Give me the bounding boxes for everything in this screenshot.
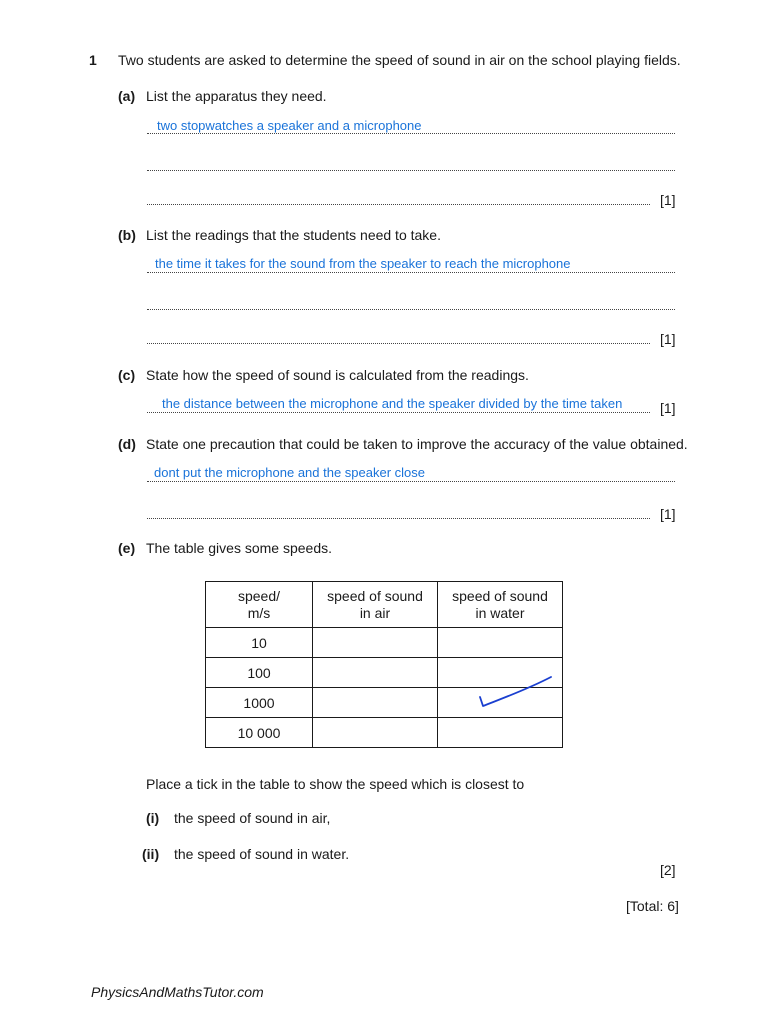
speed-value-cell: 10 [206, 628, 313, 658]
speed-value-cell: 1000 [206, 688, 313, 718]
header-line: speed of sound [327, 587, 423, 604]
answer-line [147, 518, 650, 519]
header-line: in water [475, 604, 525, 621]
answer-line [147, 204, 650, 205]
part-d-marks: [1] [660, 506, 676, 522]
part-e-label: (e) [118, 540, 136, 556]
total-marks: [Total: 6] [626, 898, 679, 914]
header-speed [206, 582, 313, 628]
part-e-prompt: The table gives some speeds. [146, 540, 332, 556]
header-line: m/s [247, 604, 271, 621]
table-row [206, 658, 563, 688]
speed-value-cell: 10 000 [206, 718, 313, 748]
answer-line [147, 343, 650, 344]
speeds-table [205, 581, 563, 748]
part-b-prompt: List the readings that the students need to take. [146, 227, 441, 243]
answer-line [147, 309, 675, 310]
part-c-prompt: State how the speed of sound is calculated from the readings. [146, 367, 529, 383]
air-tick-cell[interactable] [313, 718, 438, 748]
sub-ii-text: the speed of sound in water. [174, 846, 350, 862]
part-c-marks: [1] [660, 400, 676, 416]
air-tick-cell[interactable] [313, 628, 438, 658]
part-c-answer: the distance between the microphone and the speaker divided by the time taken [162, 396, 623, 411]
header-speed-in-water [438, 582, 563, 628]
question-stem: Two students are asked to determine the speed of sound in air on the school playing fields. [118, 52, 681, 68]
answer-line [147, 412, 650, 413]
tick-mark-icon [438, 688, 562, 717]
speed-value-cell: 100 [206, 658, 313, 688]
answer-line [147, 170, 675, 171]
part-b-label: (b) [118, 227, 136, 243]
table-row [206, 628, 563, 658]
sub-i-text: the speed of sound in air, [174, 810, 331, 826]
part-c-label: (c) [118, 367, 136, 383]
header-line: in air [359, 604, 391, 621]
part-d-prompt: State one precaution that could be taken to improve the accuracy of the value obtained. [146, 436, 688, 452]
header-speed-in-air [313, 582, 438, 628]
part-e-marks: [2] [660, 862, 676, 878]
sub-ii-label: (ii) [142, 846, 160, 862]
air-tick-cell[interactable] [313, 658, 438, 688]
part-a-marks: [1] [660, 192, 676, 208]
part-b-marks: [1] [660, 331, 676, 347]
air-tick-cell[interactable] [313, 688, 438, 718]
water-tick-cell[interactable] [438, 718, 563, 748]
header-line: speed/ [237, 587, 281, 604]
part-a-answer: two stopwatches a speaker and a microphone [157, 118, 422, 133]
water-tick-cell[interactable] [438, 688, 563, 718]
part-b-answer: the time it takes for the sound from the speaker to reach the microphone [155, 256, 571, 271]
answer-line [147, 481, 675, 482]
answer-line [147, 133, 675, 134]
footer-site-name: PhysicsAndMathsTutor.com [91, 984, 264, 1000]
part-d-answer: dont put the microphone and the speaker close [154, 465, 426, 480]
question-number: 1 [89, 52, 97, 68]
table-header-row [206, 582, 563, 628]
part-e-instruction: Place a tick in the table to show the speed which is closest to [146, 776, 525, 792]
table-row [206, 688, 563, 718]
sub-i-label: (i) [146, 810, 160, 826]
part-d-label: (d) [118, 436, 136, 452]
water-tick-cell[interactable] [438, 658, 563, 688]
answer-line [147, 272, 675, 273]
part-a-label: (a) [118, 88, 136, 104]
part-a-prompt: List the apparatus they need. [146, 88, 327, 104]
header-line: speed of sound [452, 587, 548, 604]
table-row [206, 718, 563, 748]
water-tick-cell[interactable] [438, 628, 563, 658]
